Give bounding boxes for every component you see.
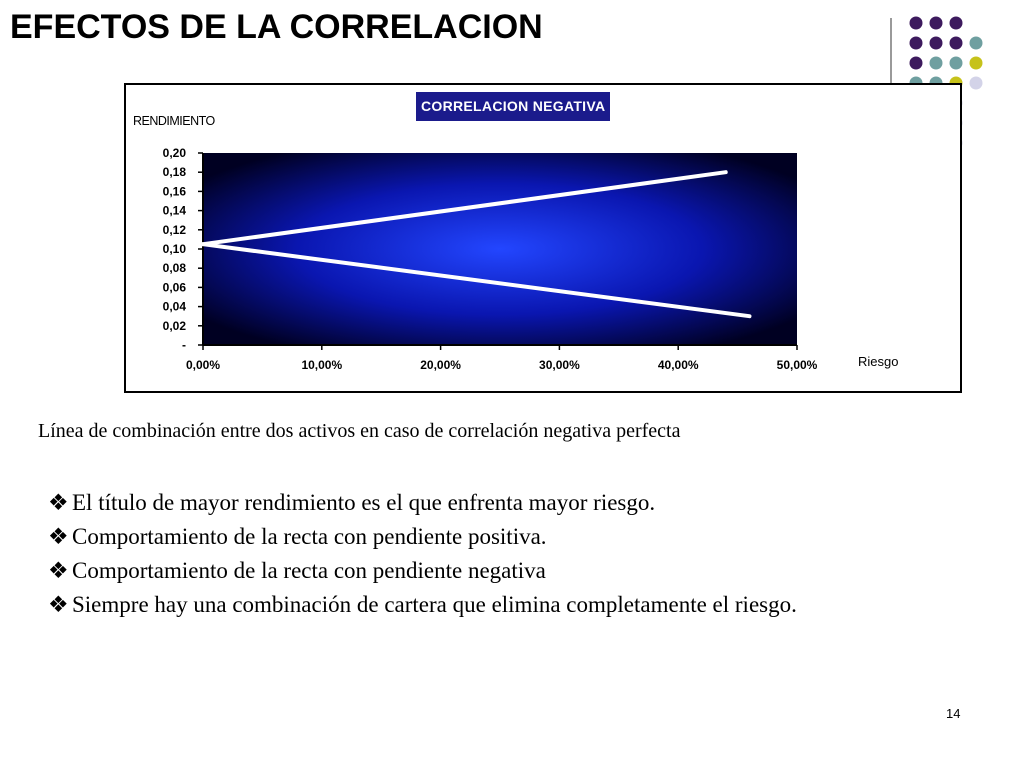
chart-svg: [126, 85, 962, 393]
y-tick-label: 0,02: [162, 318, 186, 333]
plot-area: [203, 153, 797, 345]
y-tick-label: 0,06: [162, 280, 186, 295]
y-tick-label: -: [182, 338, 186, 352]
decorative-dot: [910, 57, 923, 70]
bullet-text: Comportamiento de la recta con pendiente negativa: [72, 558, 546, 583]
y-tick-label: 0,20: [162, 146, 186, 160]
bullet-text: El título de mayor rendimiento es el que enfrenta mayor riesgo.: [72, 490, 656, 515]
x-axis-label: Riesgo: [858, 354, 899, 369]
bullet-item: [48, 486, 797, 520]
x-tick-label: 10,00%: [301, 358, 343, 372]
page-number: 14: [946, 706, 961, 721]
decorative-dot: [930, 37, 943, 50]
bullet-item: [48, 588, 797, 622]
decorative-dot: [950, 37, 963, 50]
y-tick-label: 0,04: [162, 299, 186, 314]
x-tick-label: 40,00%: [657, 358, 699, 372]
x-tick-label: 20,00%: [420, 358, 461, 372]
chart-frame: [124, 83, 962, 393]
decorative-dot: [930, 17, 943, 30]
y-tick-label: 0,14: [162, 203, 186, 218]
slide-title: EFECTOS DE LA CORRELACION: [10, 8, 543, 46]
decorative-dot: [930, 57, 943, 70]
diamond-bullet-icon: ❖: [48, 524, 69, 549]
bullet-list: [48, 486, 797, 622]
decorative-dot: [910, 37, 923, 50]
bullet-item: [48, 520, 797, 554]
x-tick-label: 50,00%: [776, 358, 818, 372]
decorative-dot: [950, 17, 963, 30]
decorative-dot: [970, 57, 983, 70]
decorative-dot: [910, 17, 923, 30]
y-tick-label: 0,10: [162, 242, 186, 256]
y-tick-label: 0,16: [162, 184, 186, 199]
chart-caption: Línea de combinación entre dos activos en caso de correlación negativa perfecta: [38, 420, 681, 442]
y-tick-label: 0,12: [162, 222, 186, 237]
decorative-dot: [970, 37, 983, 50]
bullet-text: Comportamiento de la recta con pendiente positiva.: [72, 524, 547, 549]
y-tick-label: 0,08: [162, 261, 186, 276]
x-tick-label: 0,00%: [185, 358, 221, 372]
diamond-bullet-icon: ❖: [48, 490, 69, 515]
diamond-bullet-icon: ❖: [48, 592, 69, 617]
bullet-text: Siempre hay una combinación de cartera que elimina completamente el riesgo.: [72, 592, 797, 617]
decorative-dot: [950, 57, 963, 70]
bullet-item: [48, 554, 797, 588]
x-tick-label: 30,00%: [539, 358, 580, 372]
chart-title: CORRELACION NEGATIVA: [416, 92, 610, 121]
y-tick-label: 0,18: [162, 165, 186, 180]
diamond-bullet-icon: ❖: [48, 558, 69, 583]
decorative-dot: [970, 77, 983, 90]
y-axis-label: RENDIMIENTO: [133, 114, 215, 128]
